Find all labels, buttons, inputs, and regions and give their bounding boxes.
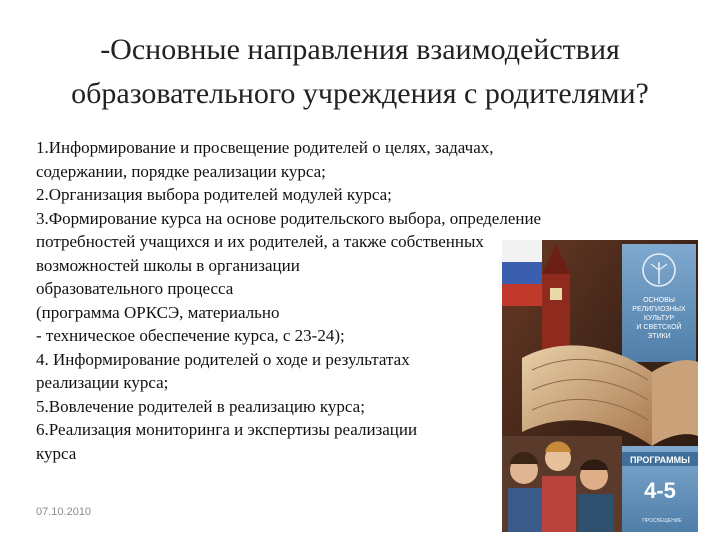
cover-title-line: КУЛЬТУР — [643, 315, 675, 322]
list-item-line: реализации курса; — [36, 373, 169, 392]
flag-stripe — [502, 284, 542, 306]
list-item-line: - техническое обеспечение курса, с 23-24); — [36, 326, 345, 345]
list-item-line: образовательного процесса — [36, 279, 234, 298]
series-label: ПРОГРАММЫ — [630, 455, 690, 465]
list-item-line: содержании, порядке реализации курса; — [36, 161, 326, 181]
list-item-line: 1.Информирование и просвещение родителей о целях, задачах, — [36, 138, 494, 157]
title-line: -Основные направления взаимодействия — [100, 33, 620, 66]
list-item-line: 4. Информирование родителей о ходе и результатах — [36, 349, 410, 369]
list-item-line: возможностей школы в организации — [36, 255, 300, 275]
book-cover-image — [502, 240, 698, 532]
title-line: образовательного учреждения с родителями? — [71, 77, 649, 110]
flag-stripe — [502, 240, 542, 262]
footer-date: 07.10.2010 — [36, 506, 92, 518]
flag-stripe — [502, 262, 542, 284]
cover-title-line: РЕЛИГИОЗНЫХ — [632, 306, 686, 313]
publisher-logo: ПРОСВЕЩЕНИЕ — [642, 518, 682, 524]
list-item-line: 5.Вовлечение родителей в реализацию курса; — [36, 396, 365, 416]
list-item-line: 3.Формирование курса на основе родительского выбора, определение — [36, 208, 542, 228]
list-item-line: 6.Реализация мониторинга и экспертизы реализации — [36, 420, 418, 439]
slide-title — [20, 28, 700, 116]
cover-title-line: И СВЕТСКОЙ — [636, 324, 682, 331]
list-item-line: 2.Организация выбора родителей модулей курса; — [36, 185, 392, 204]
list-item — [36, 136, 636, 183]
list-item-line: потребностей учащихся и их родителей, а также собственных — [36, 232, 484, 251]
cover-title-line: ЭТИКИ — [647, 333, 671, 340]
children-photo — [502, 436, 622, 532]
list-item-line: (программа ОРКСЭ, материально — [36, 302, 280, 322]
cover-title-line: ОСНОВЫ — [643, 297, 675, 304]
book-cover-illustration — [502, 240, 698, 532]
grades-label: 4-5 — [644, 478, 676, 503]
list-item-line: курса — [36, 443, 77, 463]
list-item — [36, 183, 636, 207]
